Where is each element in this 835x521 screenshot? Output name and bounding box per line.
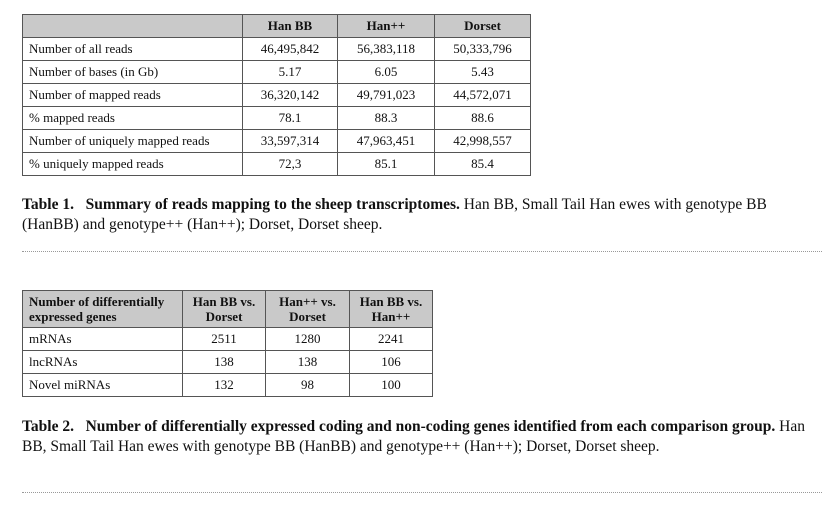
header-cell: Number of differentially expressed genes [23,291,183,328]
caption-title: Summary of reads mapping to the sheep transcriptomes. [85,196,460,213]
differential-expression-table [22,290,433,397]
table-cell: 46,495,842 [243,38,338,61]
table-cell: 49,791,023 [338,84,435,107]
table-cell: 78.1 [243,107,338,130]
caption-text: Han BB, Small Tail Han ewes with genotype BB (HanBB) and genotype++ (Han++); Dorset, Dorset sheep. [22,418,805,455]
row-label: lncRNAs [23,351,183,374]
table-header-row [23,15,531,38]
table-cell: 85.1 [338,153,435,176]
row-label: Number of all reads [23,38,243,61]
caption-label: Table 2. [22,418,74,435]
table-cell: 88.6 [435,107,531,130]
table-row [23,61,531,84]
header-cell: Han BB [243,15,338,38]
row-label: mRNAs [23,328,183,351]
table-cell: 2241 [350,328,433,351]
row-label: Novel miRNAs [23,374,183,397]
table-row [23,374,433,397]
reads-mapping-table [22,14,531,176]
table-row [23,153,531,176]
table-cell: 33,597,314 [243,130,338,153]
header-cell: Han++ [338,15,435,38]
table-header-row [23,291,433,328]
row-label: Number of mapped reads [23,84,243,107]
caption-text: Han BB, Small Tail Han ewes with genotype BB (HanBB) and genotype++ (Han++); Dorset, Dorset sheep. [22,196,767,233]
table-row [23,38,531,61]
table-cell: 100 [350,374,433,397]
table-cell: 1280 [266,328,350,351]
table-cell: 132 [183,374,266,397]
header-cell: Han++ vs. Dorset [266,291,350,328]
section-divider [22,492,822,493]
section-divider [22,251,822,252]
row-label: Number of uniquely mapped reads [23,130,243,153]
table-cell: 72,3 [243,153,338,176]
table-cell: 44,572,071 [435,84,531,107]
table-cell: 106 [350,351,433,374]
table-cell: 138 [266,351,350,374]
caption-label: Table 1. [22,196,74,213]
header-cell: Han BB vs. Dorset [183,291,266,328]
table-cell: 47,963,451 [338,130,435,153]
row-label: Number of bases (in Gb) [23,61,243,84]
table-row [23,84,531,107]
table-cell: 88.3 [338,107,435,130]
caption-title: Number of differentially expressed coding and non-coding genes identified from each comparison group. [85,418,776,435]
row-label: % uniquely mapped reads [23,153,243,176]
header-cell [23,15,243,38]
table-row [23,328,433,351]
table-cell: 5.43 [435,61,531,84]
table-row [23,107,531,130]
table-row [23,130,531,153]
table-cell: 36,320,142 [243,84,338,107]
table-cell: 2511 [183,328,266,351]
table-cell: 56,383,118 [338,38,435,61]
table-cell: 5.17 [243,61,338,84]
table1-caption [22,195,812,235]
table-cell: 50,333,796 [435,38,531,61]
header-cell: Han BB vs. Han++ [350,291,433,328]
table2-caption [22,417,812,457]
header-cell: Dorset [435,15,531,38]
table-cell: 85.4 [435,153,531,176]
table-row [23,351,433,374]
row-label: % mapped reads [23,107,243,130]
table-cell: 98 [266,374,350,397]
table-cell: 138 [183,351,266,374]
table-cell: 42,998,557 [435,130,531,153]
table-cell: 6.05 [338,61,435,84]
